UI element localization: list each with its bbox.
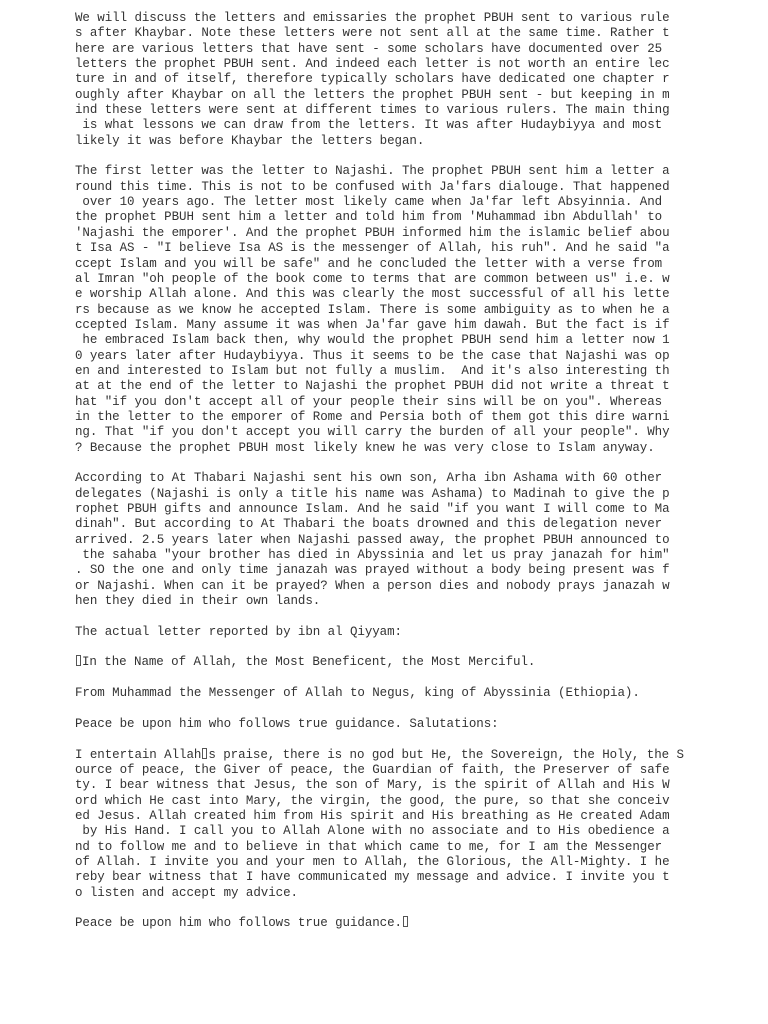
text-line: hen they died in their own lands. [75,594,321,609]
paragraph [75,471,755,609]
text-line: o listen and accept my advice. [75,885,298,900]
text-line: en and interested to Islam but not fully a muslim. And it's also interesting th [75,363,670,378]
text-line: the sahaba "your brother has died in Abyssinia and let us pray janazah for him" [75,548,670,563]
text-line: In the Name of Allah, the Most Beneficent, the Most Merciful. [75,655,755,670]
text-line: over 10 years ago. The letter most likely came when Ja'far left Absyinnia. And [75,195,663,210]
text-line: I entertain Allah s praise, there is no god but He, the Sovereign, the Holy, the S [75,747,684,762]
text-line: hat "if you don't accept all of your people their sins will be on you". Whereas [75,394,663,409]
paragraph [75,655,755,670]
text-line: ture in and of itself, therefore typically scholars have dedicated one chapter r [75,72,670,87]
text-line: ty. I bear witness that Jesus, the son of Mary, is the spirit of Allah and His W [75,778,670,793]
paragraph [75,748,755,901]
paragraph [75,916,755,931]
text-line: likely it was before Khaybar the letters began. [75,133,425,148]
text-line: dinah". But according to At Thabari the boats drowned and this delegation never [75,517,663,532]
text-line: . SO the one and only time janazah was prayed without a body being present was f [75,563,670,578]
text-line: nd to follow me and to believe in that which came to me, for I am the Messenger [75,839,663,854]
text-line: al Imran "oh people of the book come to terms that are common between us" i.e. w [75,271,670,286]
text-line: he embraced Islam back then, why would the prophet PBUH send him a letter now 1 [75,333,670,348]
text-line: at at the end of the letter to Najashi the prophet PBUH did not write a threat t [75,379,670,394]
text-line: is what lessons we can draw from the letters. It was after Hudaybiyya and most [75,118,663,133]
text-line: in the letter to the emporer of Rome and Persia both of them got this dire warni [75,409,670,424]
text-line: delegates (Najashi is only a title his name was Ashama) to Madinah to give the p [75,486,670,501]
text-line: t Isa AS - "I believe Isa AS is the messenger of Allah, his ruh". And he said "a [75,241,670,256]
text-line: by His Hand. I call you to Allah Alone with no associate and to His obedience a [75,824,670,839]
text-line: s after Khaybar. Note these letters were not sent all at the same time. Rather t [75,26,670,41]
text-line: letters the prophet PBUH sent. And indeed each letter is not worth an entire lec [75,57,670,72]
document-body [75,11,755,947]
text-line: 0 years later after Hudaybiyya. Thus it seems to be the case that Najashi was op [75,348,670,363]
paragraph [75,686,755,701]
text-line: ord which He cast into Mary, the virgin, the good, the pure, so that she conceiv [75,793,670,808]
text-line: We will discuss the letters and emissaries the prophet PBUH sent to various rule [75,11,670,25]
text-line: ccepted Islam. Many assume it was when Ja'far gave him dawah. But the fact is if [75,317,670,332]
text-line: From Muhammad the Messenger of Allah to Negus, king of Abyssinia (Ethiopia). [75,686,640,701]
missing-glyph-icon [202,748,207,759]
text-line: rs because as we know he accepted Islam. There is some ambiguity as to when he a [75,302,670,317]
text-line: ccept Islam and you will be safe" and he concluded the letter with a verse from [75,256,663,271]
missing-glyph-icon [76,655,81,666]
text-line: ? Because the prophet PBUH most likely knew he was very close to Islam anyway. [75,440,655,455]
text-line: ind these letters were sent at different times to various rulers. The main thing [75,103,670,118]
text-line: here are various letters that have sent - some scholars have documented over 25 [75,41,663,56]
text-line: 'Najashi the emporer'. And the prophet PBUH informed him the islamic belief abou [75,225,670,240]
text-line: Peace be upon him who follows true guidance. Salutations: [75,716,499,731]
text-line: The actual letter reported by ibn al Qiyyam: [75,624,402,639]
paragraph [75,625,755,640]
text-line: ng. That "if you don't accept you will carry the burden of all your people". Why [75,425,670,440]
paragraph [75,164,755,456]
text-line: rophet PBUH gifts and announce Islam. And he said "if you want I will come to Ma [75,502,670,516]
text-line: e worship Allah alone. And this was clearly the most successful of all his lette [75,287,670,302]
text-line: arrived. 2.5 years later when Najashi passed away, the prophet PBUH announced to [75,532,670,547]
text-line: Peace be upon him who follows true guidance. [75,916,755,931]
paragraph [75,11,755,149]
text-line: or Najashi. When can it be prayed? When a person dies and nobody prays janazah w [75,578,670,593]
paragraph [75,717,755,732]
text-line: oughly after Khaybar on all the letters the prophet PBUH sent - but keeping in m [75,87,670,102]
text-line: ource of peace, the Giver of peace, the Guardian of faith, the Preserver of safe [75,762,670,777]
text-line: the prophet PBUH sent him a letter and told him from 'Muhammad ibn Abdullah' to [75,210,663,225]
text-line: ed Jesus. Allah created him from His spirit and His breathing as He created Adam [75,808,670,823]
missing-glyph-icon [403,916,408,927]
text-line: of Allah. I invite you and your men to Allah, the Glorious, the All-Mighty. I he [75,854,670,869]
text-line: The first letter was the letter to Najashi. The prophet PBUH sent him a letter a [75,164,670,179]
text-line: round this time. This is not to be confused with Ja'fars dialouge. That happened [75,179,670,194]
text-line: According to At Thabari Najashi sent his own son, Arha ibn Ashama with 60 other [75,471,663,486]
text-line: reby bear witness that I have communicated my message and advice. I invite you t [75,870,670,885]
